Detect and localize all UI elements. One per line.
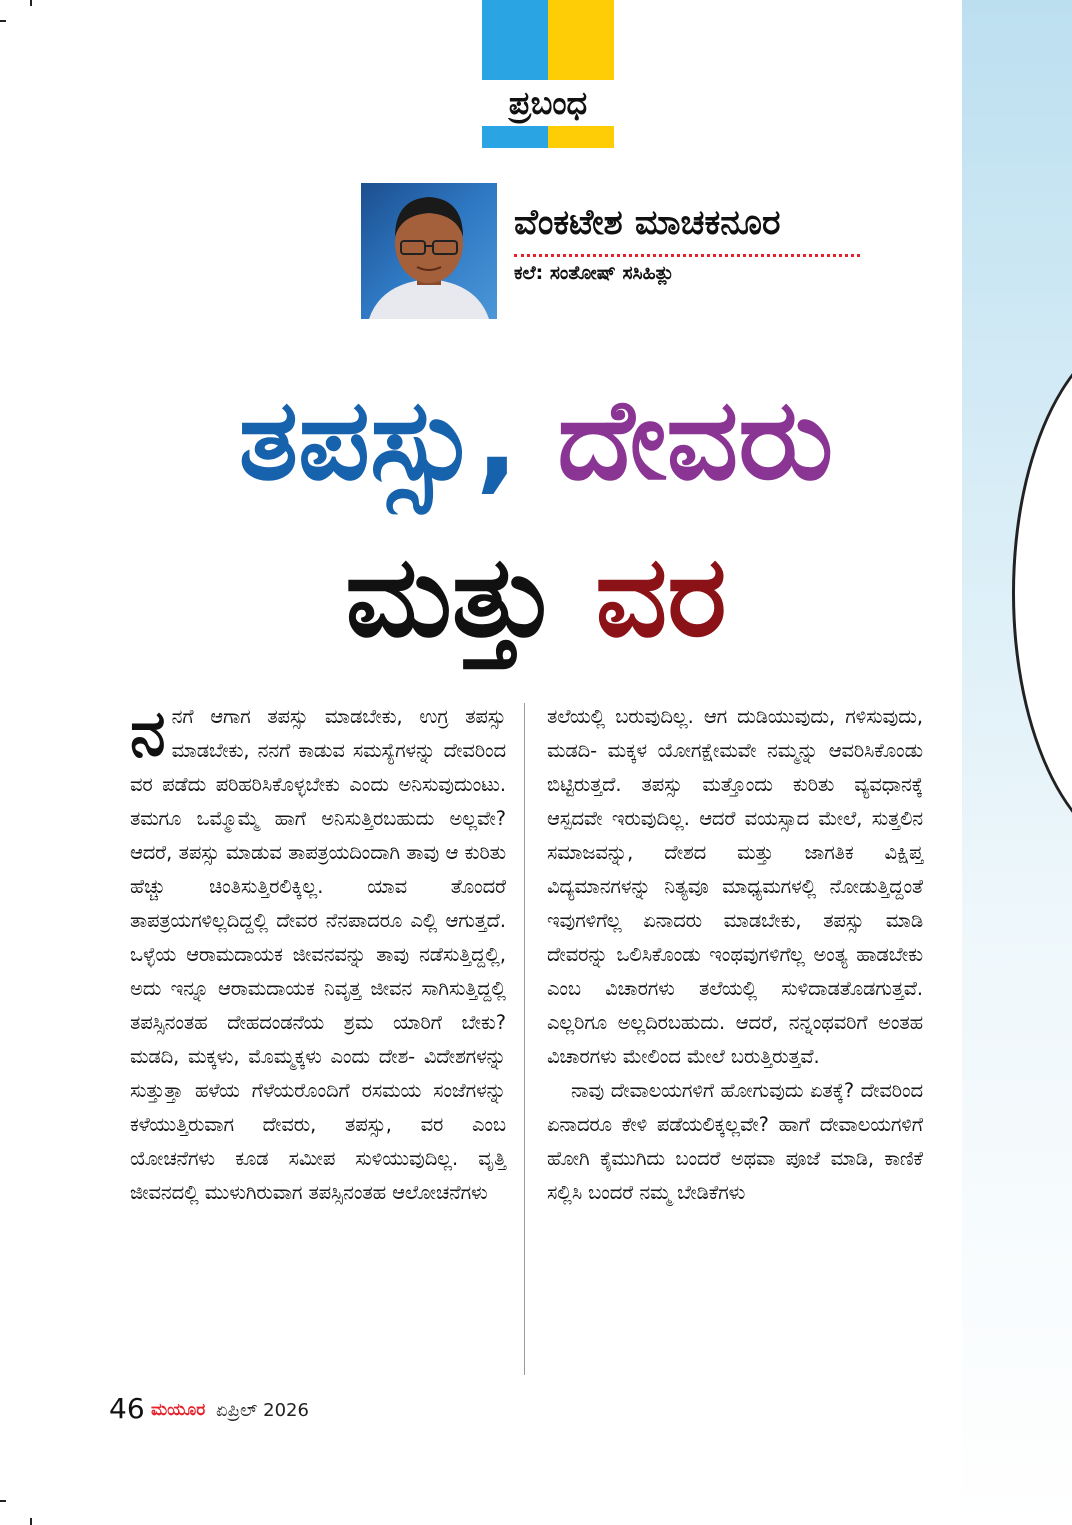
issue-date: ಏಪ್ರಿಲ್ 2026 xyxy=(216,1400,309,1421)
column-divider xyxy=(524,703,525,1375)
section-label: ಪ್ರಬಂಧ xyxy=(508,84,588,122)
headline-word-devaru: ದೇವರು xyxy=(557,375,834,505)
author-photo xyxy=(361,183,497,319)
article-paragraph: ನಾವು ದೇವಾಲಯಗಳಿಗೆ ಹೋಗುವುದು ಏತಕ್ಕೆ? ದೇವರಿಂದ ಏನಾದರೂ ಕೇಳಿ ಪಡೆಯಲಿಕ್ಕಲ್ಲವೇ? ಹಾಗೆ ದೇವಾಲಯಗಳಿಗೆ ಹೋಗಿ ಕೈಮುಗಿದು ಬಂದರೆ ಅಥವಾ ಪೂಜೆ ಮಾಡಿ, ಕಾಣಿಕೆ ಸಲ್ಲಿಸಿ ಬಂದರೆ ನಮ್ಮ ಬೇಡಿಕೆಗಳು xyxy=(547,1079,923,1204)
article-paragraph xyxy=(130,697,506,1210)
illustration-fragment xyxy=(962,0,1072,1525)
headline-word-mattu: ಮತ್ತು xyxy=(345,532,557,662)
headline-line-1 xyxy=(0,365,1072,515)
drop-cap: ನ xyxy=(130,697,166,771)
tag-bar-blue xyxy=(482,126,548,148)
headline-word-vara: ವರ xyxy=(595,532,727,662)
crop-mark xyxy=(30,1518,32,1525)
crop-mark xyxy=(0,1500,6,1502)
headline-line-2 xyxy=(0,522,1072,672)
author-name: ವೆಂಕಟೇಶ ಮಾಚಕನೂರ xyxy=(514,203,781,243)
illustration-credit: ಕಲೆ: ಸಂತೋಷ್ ಸಸಿಹಿತ್ಲು xyxy=(514,262,675,284)
crop-mark xyxy=(0,20,6,22)
author-divider xyxy=(514,254,860,257)
page-number: 46 xyxy=(109,1392,145,1425)
magazine-name: ಮಯೂರ xyxy=(151,1400,206,1420)
crop-mark xyxy=(30,0,32,6)
article-paragraph: ತಲೆಯಲ್ಲಿ ಬರುವುದಿಲ್ಲ. ಆಗ ದುಡಿಯುವುದು, ಗಳಿಸುವುದು, ಮಡದಿ- ಮಕ್ಕಳ ಯೋಗಕ್ಷೇಮವೇ ನಮ್ಮನ್ನು ಆವರಿಸಿಕೊಂಡು ಬಿಟ್ಟಿರುತ್ತದೆ. ತಪಸ್ಸು ಮತ್ತೊಂದು ಕುರಿತು ವ್ಯವಧಾನಕ್ಕೆ ಆಸ್ಪದವೇ ಇರುವುದಿಲ್ಲ. ಆದರೆ ವಯಸ್ಸಾದ ಮೇಲೆ, ಸುತ್ತಲಿನ ಸಮಾಜವನ್ನು, ದೇಶದ ಮತ್ತು ಜಾಗತಿಕ ವಿಕ್ಷಿಪ್ತ ವಿದ್ಯಮಾನಗಳನ್ನು ನಿತ್ಯವೂ ಮಾಧ್ಯಮಗಳಲ್ಲಿ ನೋಡುತ್ತಿದ್ದಂತೆ ಇವುಗಳಿಗೆಲ್ಲ ಏನಾದರು ಮಾಡಬೇಕು, ತಪಸ್ಸು ಮಾಡಿ ದೇವರನ್ನು ಒಲಿಸಿಕೊಂಡು ಇಂಥವುಗಳಿಗೆಲ್ಲ ಅಂತ್ಯ ಹಾಡಬೇಕು ಎಂಬ ವಿಚಾರಗಳು ತಲೆಯಲ್ಲಿ ಸುಳಿದಾಡತೊಡಗುತ್ತವೆ. ಎಲ್ಲರಿಗೂ ಅಲ್ಲದಿರಬಹುದು. ಆದರೆ, ನನ್ನಂಥವರಿಗೆ ಅಂತಹ ವಿಚಾರಗಳು ಮೇಲಿಂದ ಮೇಲೆ ಬರುತ್ತಿರುತ್ತವೆ. xyxy=(547,705,923,1068)
section-tag xyxy=(482,0,614,150)
paragraph-text: ನಗೆ ಆಗಾಗ ತಪಸ್ಸು ಮಾಡಬೇಕು, ಉಗ್ರ ತಪಸ್ಸು ಮಾಡಬೇಕು, ನನಗೆ ಕಾಡುವ ಸಮಸ್ಯೆಗಳನ್ನು ದೇವರಿಂದ ವರ ಪಡೆದು ಪರಿಹರಿಸಿಕೊಳ್ಳಬೇಕು ಎಂದು ಅನಿಸುವುದುಂಟು. ತಮಗೂ ಒಮ್ಮೊಮ್ಮೆ ಹಾಗೆ ಅನಿಸುತ್ತಿರಬಹುದು ಅಲ್ಲವೇ? ಆದರೆ, ತಪಸ್ಸು ಮಾಡುವ ತಾಪತ್ರಯದಿಂದಾಗಿ ತಾವು ಆ ಕುರಿತು ಹೆಚ್ಚು ಚಿಂತಿಸುತ್ತಿರಲಿಕ್ಕಿಲ್ಲ. ಯಾವ ತೊಂದರೆ ತಾಪತ್ರಯಗಳಿಲ್ಲದಿದ್ದಲ್ಲಿ ದೇವರ ನೆನಪಾದರೂ ಎಲ್ಲಿ ಆಗುತ್ತದೆ. ಒಳ್ಳೆಯ ಆರಾಮದಾಯಕ ಜೀವನವನ್ನು ತಾವು ನಡೆಸುತ್ತಿದ್ದಲ್ಲಿ, ಅದು ಇನ್ನೂ ಆರಾಮದಾಯಕ ನಿವೃತ್ತ ಜೀವನ ಸಾಗಿಸುತ್ತಿದ್ದಲ್ಲಿ ತಪಸ್ಸಿನಂತಹ ದೇಹದಂಡನೆಯ ಶ್ರಮ ಯಾರಿಗೆ ಬೇಕು? ಮಡದಿ, ಮಕ್ಕಳು, ಮೊಮ್ಮಕ್ಕಳು ಎಂದು ದೇಶ- ವಿದೇಶಗಳನ್ನು ಸುತ್ತುತ್ತಾ ಹಳೆಯ ಗೆಳೆಯರೊಂದಿಗೆ ರಸಮಯ ಸಂಜೆಗಳನ್ನು ಕಳೆಯುತ್ತಿರುವಾಗ ದೇವರು, ತಪಸ್ಸು, ವರ ಎಂಬ ಯೋಚನೆಗಳು ಕೂಡ ಸಮೀಪ ಸುಳಿಯುವುದಿಲ್ಲ. ವೃತ್ತಿ ಜೀವನದಲ್ಲಿ ಮುಳುಗಿರುವಾಗ ತಪಸ್ಸಿನಂತಹ ಆಲೋಚನೆಗಳು xyxy=(130,705,506,1204)
tag-bar-yellow xyxy=(548,126,614,148)
article-column-left xyxy=(130,697,506,1210)
tag-block-blue xyxy=(482,0,548,80)
tag-block-yellow xyxy=(548,0,614,80)
author-portrait-icon xyxy=(361,183,497,319)
article-column-right xyxy=(547,700,923,1210)
headline-word-tapassu: ತಪಸ್ಸು, xyxy=(238,375,519,505)
